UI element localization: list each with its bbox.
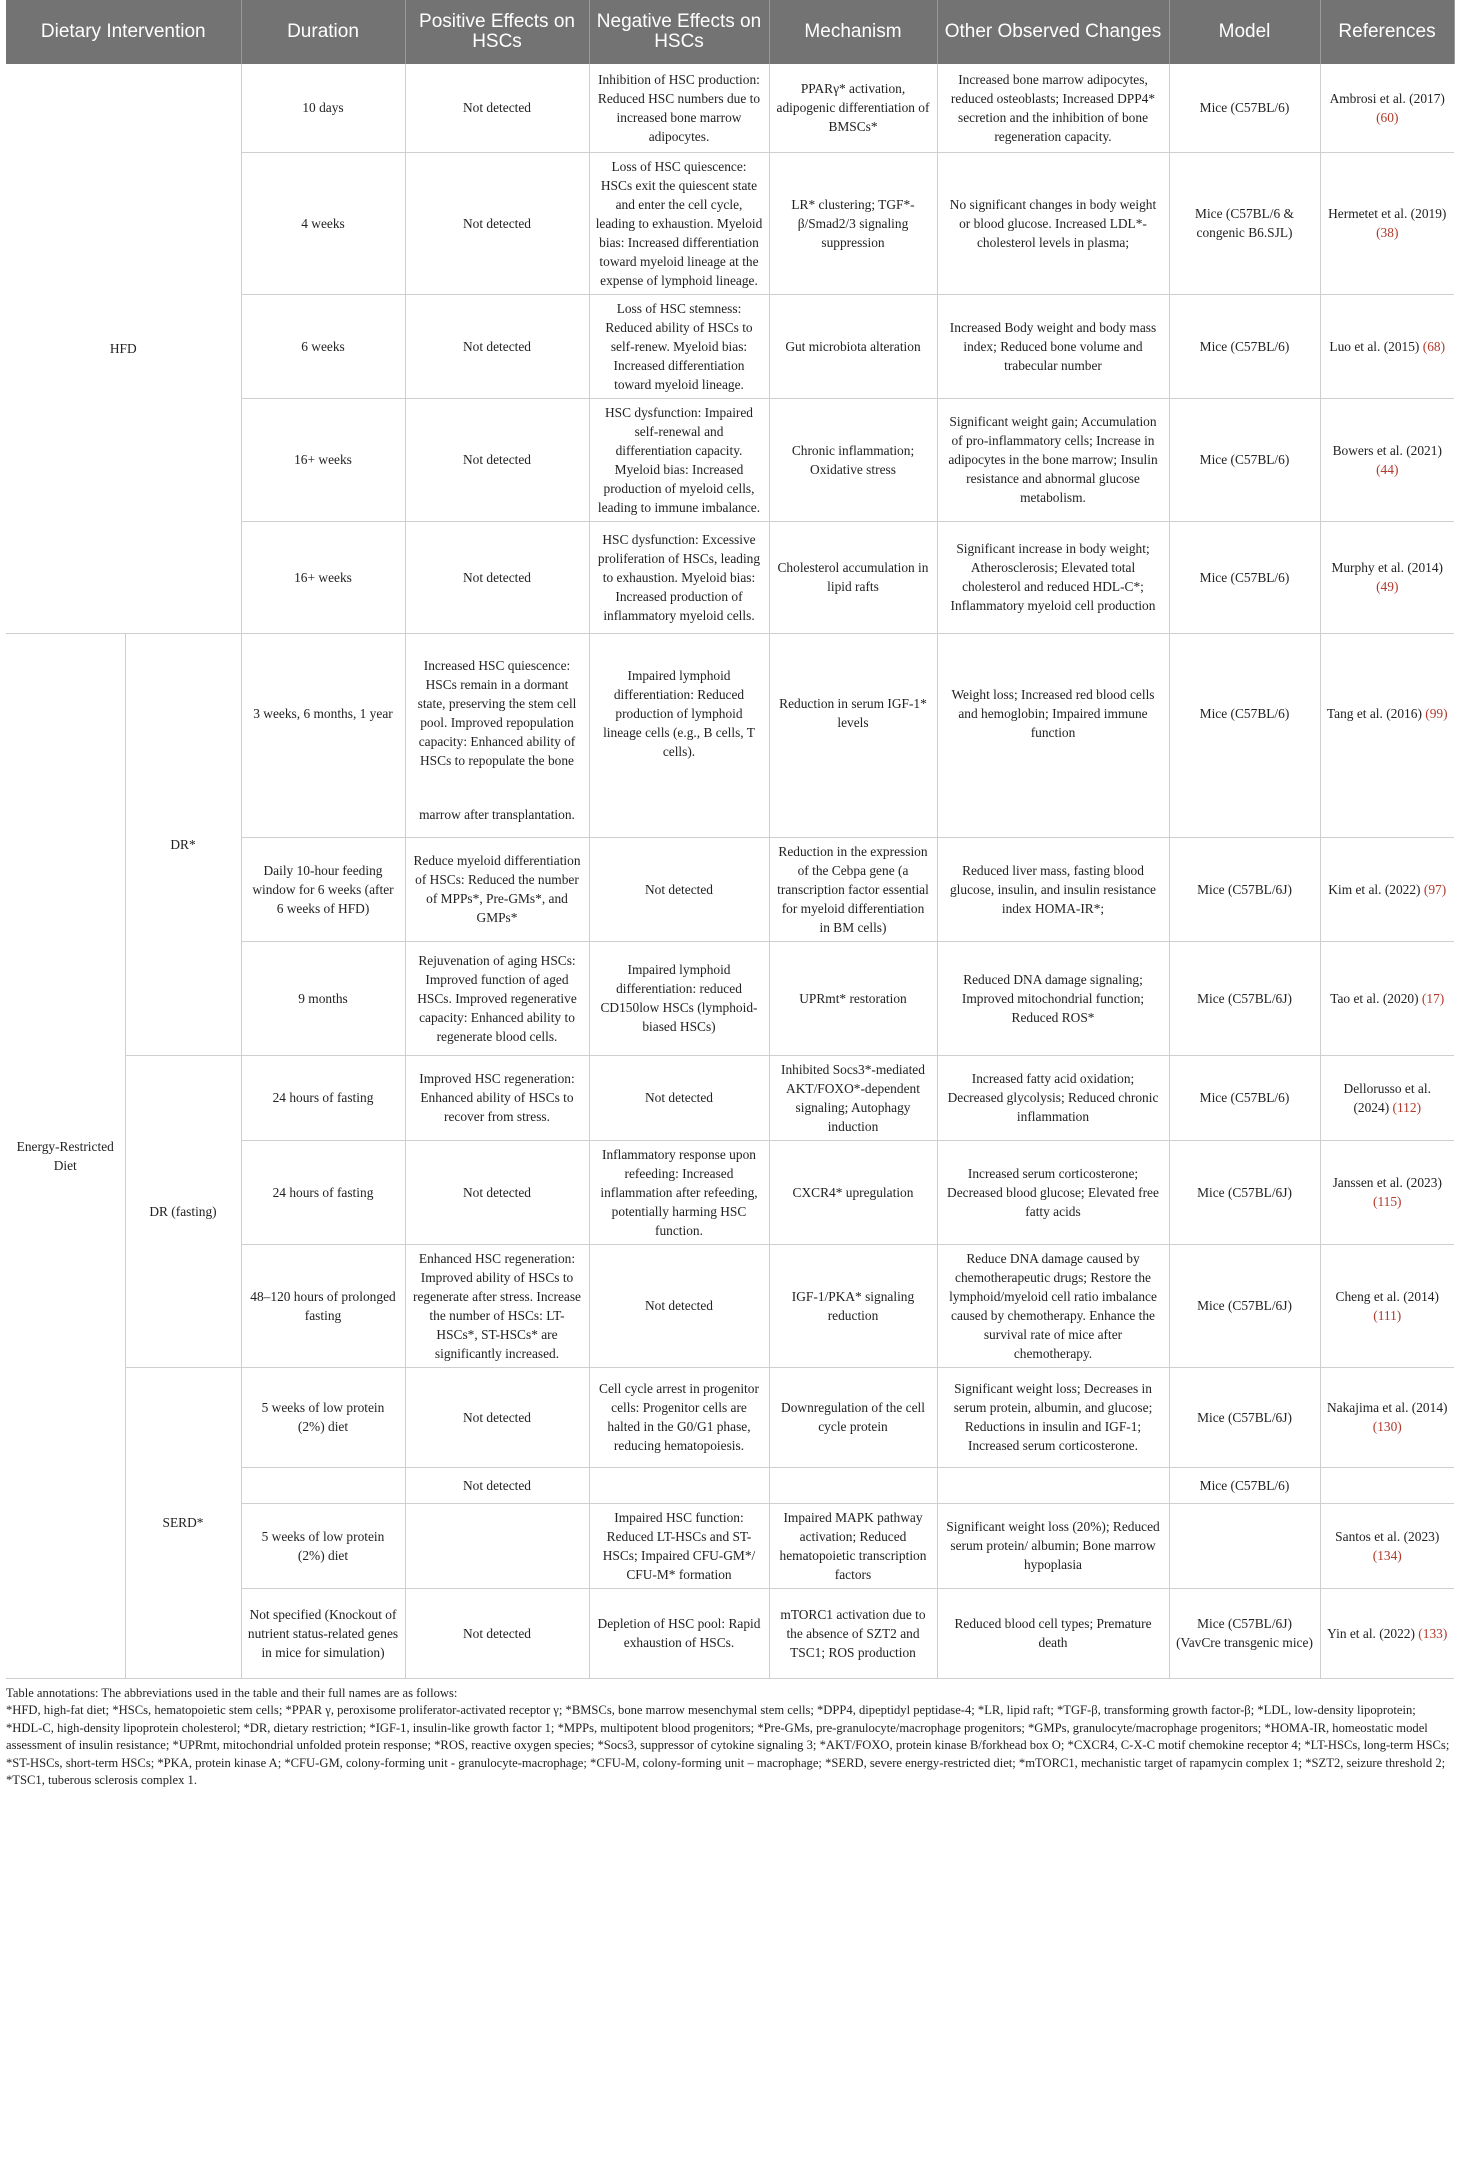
header-row [6, 0, 1454, 64]
cell-negative: Loss of HSC quiescence: HSCs exit the quiescent state and enter the cell cycle, leading to exhaustion. Myeloid bias: Increased differentiation toward myeloid lineage at the expense of lymphoid lineage. [589, 152, 769, 294]
cell-negative: Impaired lymphoid differentiation: Reduced production of lymphoid lineage cells (e.g., B cells, T cells). [589, 633, 769, 793]
reference-link[interactable]: (49) [1376, 579, 1399, 594]
cell-other: Reduced DNA damage signaling; Improved mitochondrial function; Reduced ROS* [937, 941, 1169, 1055]
cell-negative: Not detected [589, 1055, 769, 1140]
cell-mechanism: LR* clustering; TGF*-β/Smad2/3 signaling suppression [769, 152, 937, 294]
reference-author: Tao et al. (2020) [1330, 990, 1419, 1006]
notes-abbreviations: *HFD, high-fat diet; *HSCs, hematopoietic stem cells; *PPAR γ, peroxisome proliferator-activated receptor γ; *BMSCs, bone marrow mesenchymal stem cells; *DPP4, dipeptidyl peptidase-4; *LR, lipid raft; *TGF-β, transforming growth factor-β; *LDL, low-density lipoprotein; *HDL-C, high-density lipoprotein cholesterol; *DR, dietary restriction; *IGF-1, insulin-like growth factor 1; *MPPs, multipotent blood progenitors; *Pre-GMs, pre-granulocyte/macrophage progenitors; *GMPs, granulocyte/macrophage progenitors; *HOMA-IR, homeostatic model assessment of insulin resistance; *UPRmt, mitochondrial unfolded protein response; *ROS, reactive oxygen species; *Socs3, suppressor of cytokine signaling 3; *AKT/FOXO, protein kinase B/forkhead box O; *CXCR4, C-X-C motif chemokine receptor 4; *LT-HSCs, long-term HSCs; *ST-HSCs, short-term HSCs; *PKA, protein kinase A; *CFU-GM, colony-forming unit - granulocyte-macrophage; *CFU-M, colony-forming unit – macrophage; *SERD, severe energy-restricted diet; *mTORC1, mechanistic target of rapamycin complex 1; *SZT2, seizure threshold 2; *TSC1, tuberous sclerosis complex 1. [6, 1703, 1450, 1787]
cell-model: Mice (C57BL/6) [1169, 1055, 1320, 1140]
cell-duration: 10 days [241, 64, 405, 152]
header-references: References [1320, 0, 1454, 64]
header-positive: Positive Effects on HSCs [405, 0, 589, 64]
table-notes [6, 1679, 1454, 1790]
reference-link[interactable]: (112) [1392, 1099, 1422, 1115]
cell-model [1169, 793, 1320, 837]
cell-duration: Not specified (Knockout of nutrient status-related genes in mice for simulation) [241, 1588, 405, 1678]
cell-other: Increased Body weight and body mass index; Reduced bone volume and trabecular number [937, 294, 1169, 398]
cell-negative: Not detected [589, 837, 769, 941]
cell-positive: Not detected [405, 1367, 589, 1467]
cell-model [1169, 1503, 1320, 1588]
cell-mechanism: Impaired MAPK pathway activation; Reduced hematopoietic transcription factors [769, 1503, 937, 1588]
cell-positive: Not detected [405, 1588, 589, 1678]
cell-duration: 4 weeks [241, 152, 405, 294]
cell-positive: Not detected [405, 1467, 589, 1503]
cell-mechanism [769, 1467, 937, 1503]
cell-reference [1320, 837, 1454, 941]
cell-positive: Not detected [405, 152, 589, 294]
cell-other: Reduced liver mass, fasting blood glucose, insulin, and insulin resistance index HOMA-IR*; [937, 837, 1169, 941]
reference-author: Murphy et al. (2014) [1331, 560, 1444, 575]
cell-negative [589, 793, 769, 837]
header-duration: Duration [241, 0, 405, 64]
cell-mechanism: Reduction in the expression of the Cebpa gene (a transcription factor essential for myeloid differentiation in BM cells) [769, 837, 937, 941]
cell-mechanism: Reduction in serum IGF-1* levels [769, 633, 937, 793]
reference-author: Ambrosi et al. (2017) [1329, 90, 1445, 106]
cell-reference [1320, 152, 1454, 294]
cell-mechanism: mTORC1 activation due to the absence of SZT2 and TSC1; ROS production [769, 1588, 937, 1678]
reference-author: Dellorusso et al. (2024) [1343, 1080, 1431, 1115]
cell-model: Mice (C57BL/6J) [1169, 1140, 1320, 1244]
cell-positive: Not detected [405, 64, 589, 152]
cell-other: Reduce DNA damage caused by chemotherapeutic drugs; Restore the lymphoid/myeloid cell ratio imbalance caused by chemotherapy. Enhance the survival rate of mice after chemotherapy. [937, 1244, 1169, 1367]
cell-positive: Not detected [405, 398, 589, 521]
cell-duration: 5 weeks of low protein (2%) diet [241, 1367, 405, 1467]
cell-reference [1320, 1588, 1454, 1678]
cell-model: Mice (C57BL/6 & congenic B6.SJL) [1169, 152, 1320, 294]
cell-other: Significant weight loss (20%); Reduced serum protein/ albumin; Bone marrow hypoplasia [937, 1503, 1169, 1588]
reference-link[interactable]: (99) [1425, 705, 1448, 721]
reference-link[interactable]: (60) [1376, 109, 1399, 125]
header-negative: Negative Effects on HSCs [589, 0, 769, 64]
cell-model: Mice (C57BL/6J) (VavCre transgenic mice) [1169, 1588, 1320, 1678]
reference-link[interactable]: (130) [1372, 1419, 1402, 1434]
reference-author: Santos et al. (2023) [1335, 1528, 1440, 1544]
reference-author: Cheng et al. (2014) [1335, 1288, 1439, 1304]
reference-link[interactable]: (44) [1376, 461, 1399, 477]
cell-other: Increased serum corticosterone; Decreased blood glucose; Elevated free fatty acids [937, 1140, 1169, 1244]
cell-mechanism: Cholesterol accumulation in lipid rafts [769, 521, 937, 633]
cell-mechanism: Downregulation of the cell cycle protein [769, 1367, 937, 1467]
cell-positive: marrow after transplantation. [405, 793, 589, 837]
cell-positive: Improved HSC regeneration: Enhanced ability of HSCs to recover from stress. [405, 1055, 589, 1140]
cell-model: Mice (C57BL/6J) [1169, 1244, 1320, 1367]
group-energy-restricted: Energy-Restricted Diet [6, 633, 125, 1678]
cell-duration: 16+ weeks [241, 398, 405, 521]
cell-other: Significant weight gain; Accumulation of pro-inflammatory cells; Increase in adipocytes in the bone marrow; Insulin resistance and abnormal glucose metabolism. [937, 398, 1169, 521]
cell-mechanism: IGF-1/PKA* signaling reduction [769, 1244, 937, 1367]
reference-link[interactable]: (38) [1376, 225, 1399, 240]
cell-reference [1320, 1244, 1454, 1367]
cell-positive: Not detected [405, 1140, 589, 1244]
cell-duration [241, 793, 405, 837]
header-mechanism: Mechanism [769, 0, 937, 64]
cell-reference [1320, 1055, 1454, 1140]
cell-other: Significant increase in body weight; Atherosclerosis; Elevated total cholesterol and reduced HDL-C*; Inflammatory myeloid cell production [937, 521, 1169, 633]
cell-other [937, 793, 1169, 837]
header-intervention: Dietary Intervention [6, 0, 241, 64]
cell-other: No significant changes in body weight or blood glucose. Increased LDL*-cholesterol levels in plasma; [937, 152, 1169, 294]
cell-model: Mice (C57BL/6) [1169, 294, 1320, 398]
cell-reference [1320, 521, 1454, 633]
reference-link[interactable]: (17) [1421, 990, 1445, 1006]
reference-link[interactable]: (134) [1372, 1547, 1402, 1563]
cell-mechanism: CXCR4* upregulation [769, 1140, 937, 1244]
cell-positive: Enhanced HSC regeneration: Improved ability of HSCs to regenerate after stress. Increase the number of HSCs: LT-HSCs*, ST-HSCs* are significantly increased. [405, 1244, 589, 1367]
cell-positive: Reduce myeloid differentiation of HSCs: Reduced the number of MPPs*, Pre-GMs*, and GMPs* [405, 837, 589, 941]
cell-duration: 5 weeks of low protein (2%) diet [241, 1503, 405, 1588]
cell-model: Mice (C57BL/6) [1169, 64, 1320, 152]
cell-mechanism: Inhibited Socs3*-mediated AKT/FOXO*-dependent signaling; Autophagy induction [769, 1055, 937, 1140]
reference-author: Nakajima et al. (2014) [1327, 1400, 1448, 1415]
subgroup-dr: DR* [125, 633, 241, 1055]
cell-other: Significant weight loss; Decreases in serum protein, albumin, and glucose; Reductions in insulin and IGF-1; Increased serum corticosterone. [937, 1367, 1169, 1467]
subgroup-dr-fasting: DR (fasting) [125, 1055, 241, 1367]
cell-duration: 48–120 hours of prolonged fasting [241, 1244, 405, 1367]
header-other: Other Observed Changes [937, 0, 1169, 64]
table-row [6, 1055, 1454, 1140]
cell-duration: 16+ weeks [241, 521, 405, 633]
subgroup-serd: SERD* [125, 1367, 241, 1678]
cell-duration: 9 months [241, 941, 405, 1055]
cell-mechanism: PPARγ* activation, adipogenic differentiation of BMSCs* [769, 64, 937, 152]
cell-reference [1320, 64, 1454, 152]
cell-duration [241, 1467, 405, 1503]
cell-other: Weight loss; Increased red blood cells and hemoglobin; Impaired immune function [937, 633, 1169, 793]
reference-link[interactable]: (68) [1422, 338, 1446, 354]
cell-positive [405, 1503, 589, 1588]
cell-mechanism [769, 793, 937, 837]
table-row [6, 633, 1454, 793]
cell-duration: 24 hours of fasting [241, 1055, 405, 1140]
cell-negative: Inflammatory response upon refeeding: Increased inflammation after refeeding, potentially harming HSC function. [589, 1140, 769, 1244]
reference-author: Hermetet et al. (2019) [1328, 206, 1447, 221]
group-hfd: HFD [6, 64, 241, 633]
cell-model: Mice (C57BL/6) [1169, 398, 1320, 521]
cell-model: Mice (C57BL/6) [1169, 1467, 1320, 1503]
reference-author: Yin et al. (2022) [1327, 1625, 1415, 1641]
cell-positive: Increased HSC quiescence: HSCs remain in a dormant state, preserving the stem cell pool. Improved repopulation capacity: Enhanced ability of HSCs to repopulate the bone [405, 633, 589, 793]
cell-negative: Inhibition of HSC production: Reduced HSC numbers due to increased bone marrow adipocytes. [589, 64, 769, 152]
cell-model: Mice (C57BL/6) [1169, 633, 1320, 793]
cell-reference [1320, 941, 1454, 1055]
cell-reference [1320, 793, 1454, 837]
cell-model: Mice (C57BL/6J) [1169, 837, 1320, 941]
cell-negative: Loss of HSC stemness: Reduced ability of HSCs to self-renew. Myeloid bias: Increased differentiation toward myeloid lineage. [589, 294, 769, 398]
cell-reference [1320, 398, 1454, 521]
reference-link[interactable]: (97) [1423, 881, 1447, 897]
table-row [6, 1367, 1454, 1467]
cell-negative: Impaired lymphoid differentiation: reduced CD150low HSCs (lymphoid-biased HSCs) [589, 941, 769, 1055]
cell-duration: 3 weeks, 6 months, 1 year [241, 633, 405, 793]
reference-author: Luo et al. (2015) [1329, 338, 1420, 354]
table-row [6, 64, 1454, 152]
reference-author: Janssen et al. (2023) [1332, 1175, 1442, 1190]
cell-other: Reduced blood cell types; Premature death [937, 1588, 1169, 1678]
cell-negative: Impaired HSC function: Reduced LT-HSCs and ST-HSCs; Impaired CFU-GM*/ CFU-M* formation [589, 1503, 769, 1588]
cell-negative: HSC dysfunction: Excessive proliferation of HSCs, leading to exhaustion. Myeloid bias: Increased production of inflammatory myeloid cells. [589, 521, 769, 633]
cell-other [937, 1467, 1169, 1503]
cell-positive: Rejuvenation of aging HSCs: Improved function of aged HSCs. Improved regenerative capacity: Enhanced ability to regenerate blood cells. [405, 941, 589, 1055]
cell-negative: HSC dysfunction: Impaired self-renewal and differentiation capacity. Myeloid bias: Increased production of myeloid cells, leading to immune imbalance. [589, 398, 769, 521]
cell-negative: Not detected [589, 1244, 769, 1367]
cell-reference [1320, 633, 1454, 793]
cell-other: Increased fatty acid oxidation; Decreased glycolysis; Reduced chronic inflammation [937, 1055, 1169, 1140]
cell-reference [1320, 1467, 1454, 1503]
cell-model: Mice (C57BL/6) [1169, 521, 1320, 633]
dietary-intervention-table [6, 0, 1455, 1679]
reference-author: Tang et al. (2016) [1326, 705, 1422, 721]
cell-reference [1320, 1367, 1454, 1467]
reference-link[interactable]: (115) [1372, 1194, 1402, 1209]
reference-author: Bowers et al. (2021) [1332, 442, 1442, 458]
cell-negative: Depletion of HSC pool: Rapid exhaustion of HSCs. [589, 1588, 769, 1678]
cell-other: Increased bone marrow adipocytes, reduced osteoblasts; Increased DPP4* secretion and the inhibition of bone regeneration capacity. [937, 64, 1169, 152]
reference-link[interactable]: (133) [1418, 1625, 1448, 1641]
notes-title: Table annotations: The abbreviations used in the table and their full names are as follows: [6, 1685, 458, 1700]
cell-positive: Not detected [405, 521, 589, 633]
cell-duration: 24 hours of fasting [241, 1140, 405, 1244]
reference-author: Kim et al. (2022) [1328, 881, 1421, 897]
cell-model: Mice (C57BL/6J) [1169, 1367, 1320, 1467]
table-container [6, 0, 1454, 1790]
cell-negative [589, 1467, 769, 1503]
cell-duration: 6 weeks [241, 294, 405, 398]
cell-mechanism: UPRmt* restoration [769, 941, 937, 1055]
cell-mechanism: Chronic inflammation; Oxidative stress [769, 398, 937, 521]
cell-mechanism: Gut microbiota alteration [769, 294, 937, 398]
cell-model: Mice (C57BL/6J) [1169, 941, 1320, 1055]
cell-reference [1320, 294, 1454, 398]
cell-reference [1320, 1503, 1454, 1588]
cell-positive: Not detected [405, 294, 589, 398]
reference-link[interactable]: (111) [1373, 1307, 1402, 1323]
cell-reference [1320, 1140, 1454, 1244]
header-model: Model [1169, 0, 1320, 64]
cell-negative: Cell cycle arrest in progenitor cells: Progenitor cells are halted in the G0/G1 phase, reducing hematopoiesis. [589, 1367, 769, 1467]
cell-duration: Daily 10-hour feeding window for 6 weeks (after 6 weeks of HFD) [241, 837, 405, 941]
